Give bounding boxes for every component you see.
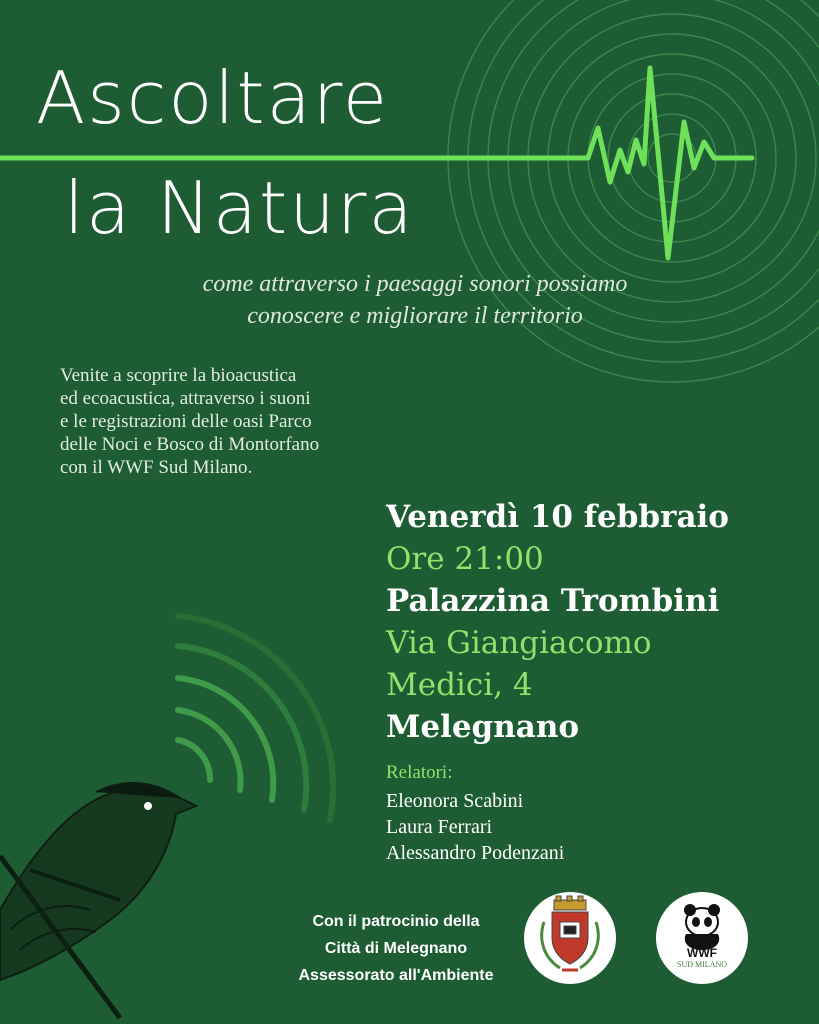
melegnano-crest-icon (524, 892, 616, 984)
event-time: Ore 21:00 (386, 541, 544, 577)
event-address-line-1: Via Giangiacomo (386, 625, 652, 661)
intro-line: ed ecoacustica, attraverso i suoni (60, 388, 311, 409)
speaker-name: Eleonora Scabini (386, 790, 524, 812)
wwf-label: WWF (687, 946, 717, 960)
event-city: Melegnano (386, 709, 580, 745)
subtitle-line-2: conoscere e migliorare il territorio (247, 303, 583, 329)
patronage-line-3: Assessorato all'Ambiente (298, 967, 494, 984)
speaker-name: Laura Ferrari (386, 816, 493, 838)
intro-text (60, 364, 440, 479)
event-address-line-2: Medici, 4 (386, 667, 533, 703)
panda-icon (656, 892, 748, 984)
patronage-text (256, 908, 536, 989)
intro-line: delle Noci e Bosco di Montorfano (60, 434, 320, 455)
subtitle-line-1: come attraverso i paesaggi sonori possiamo (202, 271, 628, 297)
speaker-name: Alessandro Podenzani (386, 842, 565, 864)
melegnano-logo (524, 892, 616, 984)
intro-line: con il WWF Sud Milano. (60, 457, 253, 478)
intro-line: Venite a scoprire la bioacustica (60, 365, 297, 386)
intro-line: e le registrazioni delle oasi Parco (60, 411, 312, 432)
title-line-2: la Natura (64, 166, 415, 250)
wwf-sublabel: SUD MILANO (677, 960, 727, 969)
title-line-1: Ascoltare (36, 56, 390, 140)
subtitle (60, 268, 770, 332)
event-date: Venerdì 10 febbraio (386, 499, 729, 535)
patronage-line-2: Città di Melegnano (324, 940, 468, 957)
event-venue: Palazzina Trombini (386, 583, 720, 619)
speakers-label: Relatori: (386, 762, 453, 783)
wwf-logo (656, 892, 748, 984)
patronage-line-1: Con il patrocinio della (312, 913, 480, 930)
